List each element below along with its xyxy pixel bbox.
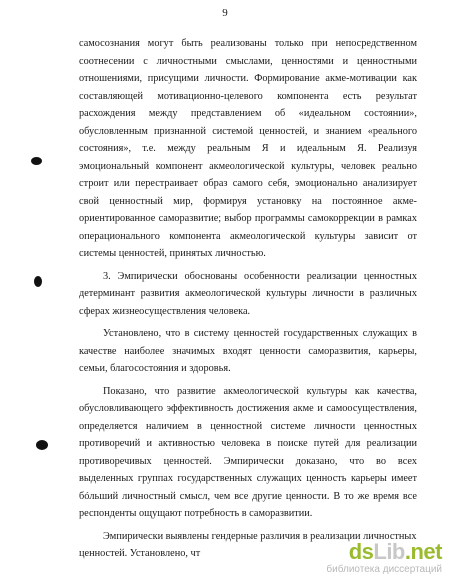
paragraph-values-system: Установлено, что в систему ценностей государственных служащих в качестве наиболее значимых входят ценности саморазвития, карьеры, семьи, благосостояния и здоровья. [79,328,417,374]
document-body [79,35,417,563]
page-number: 9 [222,7,228,19]
paragraph-continuation: самосознания могут быть реализованы только при непосредственном соотнесении с личностными смыслами, ценностями и ценностными отношениями, присущими личности. Формирование акме-мотивации как составляющей мотивационно-целевого компонента есть результат расхождения между представлением об «идеальном состоянии», обусловленным признанной системой ценностей, и знанием «реального состояния», т.е. между реальным Я и идеальным Я. Реализуя эмоциональный компонент акмеологической культуры, человек реально строит или перестраивает образ самого себя, эмоционально анализирует свой ценностный мир, формируя установку на постоянное акме-ориентированное саморазвитие; выбор программы самокоррекции в рамках операционального компонента акмеологической культуры зависит от системы ценностей, принятых личностью. [79,38,417,259]
scan-blot-mark [34,276,42,287]
paragraph-point-3: 3. Эмпирически обоснованы особенности реализации ценностных детерминант развития акмеологической культуры личности в различных сферах жизнеосуществления человека. [79,270,417,317]
scan-blot-mark [31,157,42,165]
dslib-tagline: библиотека диссертаций [326,564,442,575]
dslib-watermark [326,540,442,576]
paragraph-gender-differences: Эмпирически выявлены гендерные различия в реализации личностных ценностей. Установлено, чт [79,530,417,559]
scan-blot-mark [36,440,48,450]
dslib-logo: dsLib.net [348,539,442,564]
paragraph-akmeological-culture: Показано, что развитие акмеологической культуры как качества, обусловливающего эффективность достижения акме и самоосуществления, определяется наличием в ценностной системе личности ценностных противоречий и активностью человека в поиске путей для реализации противоречивых ценностей. Эмпирически доказано, что во всех выделенных группах государственных служащих ценность карьеры имеет бóльший личностный смысл, чем все другие ценности. В то же время все респонденты ощущают потребность в саморазвитии. [79,385,417,519]
